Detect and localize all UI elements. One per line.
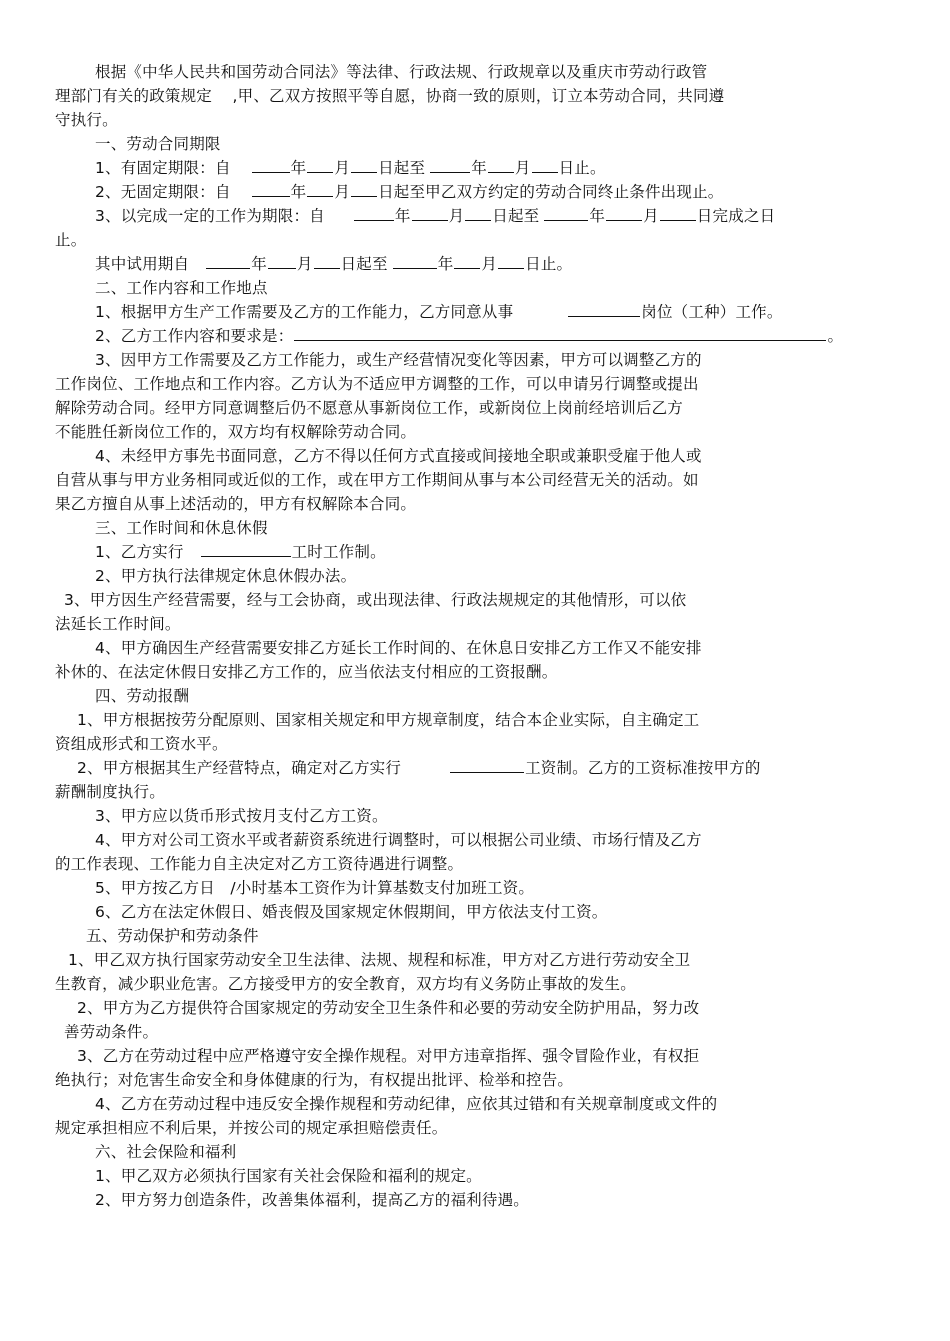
clause-line: 1、甲乙双方执行国家劳动安全卫生法律、法规、规程和标准，甲方对乙方进行劳动安全卫 xyxy=(68,951,691,969)
blank-field xyxy=(351,182,377,197)
clause-line: 3、甲方因生产经营需要，经与工会协商，或出现法律、行政法规规定的其他情形，可以依 xyxy=(64,591,687,609)
blank-field xyxy=(430,158,470,173)
clause-line: 3、因甲方工作需要及乙方工作能力，或生产经营情况变化等因素，甲方可以调整乙方的 xyxy=(95,351,702,369)
clause-line: 6、乙方在法定休假日、婚丧假及国家规定休假期间，甲方依法支付工资。 xyxy=(95,903,608,921)
clause-line: 2、甲方努力创造条件，改善集体福利，提高乙方的福利待遇。 xyxy=(95,1191,529,1209)
section-heading: 三、工作时间和休息休假 xyxy=(95,519,268,537)
blank-field xyxy=(544,206,588,221)
section-heading: 五、劳动保护和劳动条件 xyxy=(86,927,259,945)
blank-field xyxy=(351,158,377,173)
clause-line: 生教育，减少职业危害。乙方接受甲方的安全教育，双方均有义务防止事故的发生。 xyxy=(55,975,636,993)
clause-line: 3、乙方在劳动过程中应严格遵守安全操作规程。对甲方违章指挥、强令冒险作业，有权拒 xyxy=(77,1047,700,1065)
blank-field xyxy=(252,182,290,197)
clause-line: 3、以完成一定的工作为期限：自 年 月 日起至 年 月 日完成之日 xyxy=(95,207,776,225)
blank-field xyxy=(252,158,290,173)
blank-field xyxy=(465,206,491,221)
clause-line: 2、乙方工作内容和要求是： 。 xyxy=(95,327,844,345)
clause-line: 资组成形式和工资水平。 xyxy=(55,735,228,753)
blank-field xyxy=(201,542,291,557)
blank-field xyxy=(307,158,333,173)
clause-line: 1、乙方实行 工时工作制。 xyxy=(95,543,386,561)
blank-field xyxy=(606,206,642,221)
clause-line: 5、甲方按乙方日 /小时基本工资作为计算基数支付加班工资。 xyxy=(95,879,535,897)
clause-line: 其中试用期自 年 月 日起至 年 月 日止。 xyxy=(95,255,573,273)
clause-line: 不能胜任新岗位工作的，双方均有权解除劳动合同。 xyxy=(55,423,417,441)
clause-line: 1、根据甲方生产工作需要及乙方的工作能力，乙方同意从事 岗位（工种）工作。 xyxy=(95,303,783,321)
clause-line: 绝执行；对危害生命安全和身体健康的行为，有权提出批评、检举和控告。 xyxy=(55,1071,574,1089)
blank-field xyxy=(660,206,696,221)
clause-line: 4、乙方在劳动过程中违反安全操作规程和劳动纪律，应依其过错和有关规章制度或文件的 xyxy=(95,1095,718,1113)
blank-field xyxy=(354,206,394,221)
section-heading: 二、工作内容和工作地点 xyxy=(95,279,268,297)
clause-line: 规定承担相应不利后果，并按公司的规定承担赔偿责任。 xyxy=(55,1119,448,1137)
blank-field xyxy=(314,254,340,269)
clause-line: 4、甲方对公司工资水平或者薪资系统进行调整时，可以根据公司业绩、市场行情及乙方 xyxy=(95,831,702,849)
clause-line: 解除劳动合同。经甲方同意调整后仍不愿意从事新岗位工作，或新岗位上岗前经培训后乙方 xyxy=(55,399,684,417)
clause-line: 4、甲方确因生产经营需要安排乙方延长工作时间的、在休息日安排乙方工作又不能安排 xyxy=(95,639,702,657)
blank-field xyxy=(450,758,524,773)
clause-line: 薪酬制度执行。 xyxy=(55,783,165,801)
clause-line: 2、甲方执行法律规定休息休假办法。 xyxy=(95,567,357,585)
clause-line: 法延长工作时间。 xyxy=(55,615,181,633)
blank-field xyxy=(206,254,250,269)
clause-line: 1、有固定期限：自 年 月 日起至 年 月 日止。 xyxy=(95,159,606,177)
clause-line: 自营从事与甲方业务相同或近似的工作，或在甲方工作期间从事与本公司经营无关的活动。如 xyxy=(55,471,699,489)
clause-line: 1、甲方根据按劳分配原则、国家相关规定和甲方规章制度，结合本企业实际，自主确定工 xyxy=(77,711,700,729)
clause-line: 3、甲方应以货币形式按月支付乙方工资。 xyxy=(95,807,388,825)
clause-line: 2、无固定期限：自 年 月 日起至甲乙双方约定的劳动合同终止条件出现止。 xyxy=(95,183,724,201)
blank-field xyxy=(488,158,514,173)
blank-field xyxy=(568,302,640,317)
clause-line: 止。 xyxy=(55,231,87,249)
intro-line: 理部门有关的政策规定 ,甲、乙双方按照平等自愿，协商一致的原则，订立本劳动合同，共同遵 xyxy=(55,87,725,105)
clause-line: 善劳动条件。 xyxy=(64,1023,159,1041)
blank-field xyxy=(294,326,826,341)
section-heading: 一、劳动合同期限 xyxy=(95,135,221,153)
blank-field xyxy=(393,254,437,269)
clause-line: 工作岗位、工作地点和工作内容。乙方认为不适应甲方调整的工作，可以申请另行调整或提出 xyxy=(55,375,699,393)
clause-line: 4、未经甲方事先书面同意，乙方不得以任何方式直接或间接地全职或兼职受雇于他人或 xyxy=(95,447,702,465)
clause-line: 的工作表现、工作能力自主决定对乙方工资待遇进行调整。 xyxy=(55,855,464,873)
intro-line: 守执行。 xyxy=(55,111,118,129)
clause-line: 果乙方擅自从事上述活动的，甲方有权解除本合同。 xyxy=(55,495,417,513)
blank-field xyxy=(412,206,448,221)
blank-field xyxy=(498,254,524,269)
blank-field xyxy=(307,182,333,197)
intro-line: 根据《中华人民共和国劳动合同法》等法律、行政法规、行政规章以及重庆市劳动行政管 xyxy=(95,63,708,81)
clause-line: 2、甲方根据其生产经营特点，确定对乙方实行 工资制。乙方的工资标准按甲方的 xyxy=(77,759,761,777)
clause-line: 补休的、在法定休假日安排乙方工作的，应当依法支付相应的工资报酬。 xyxy=(55,663,558,681)
blank-field xyxy=(454,254,480,269)
blank-field xyxy=(268,254,296,269)
section-heading: 四、劳动报酬 xyxy=(95,687,190,705)
clause-line: 1、甲乙双方必须执行国家有关社会保险和福利的规定。 xyxy=(95,1167,482,1185)
blank-field xyxy=(532,158,558,173)
clause-line: 2、甲方为乙方提供符合国家规定的劳动安全卫生条件和必要的劳动安全防护用品，努力改 xyxy=(77,999,700,1017)
section-heading: 六、社会保险和福利 xyxy=(95,1143,237,1161)
